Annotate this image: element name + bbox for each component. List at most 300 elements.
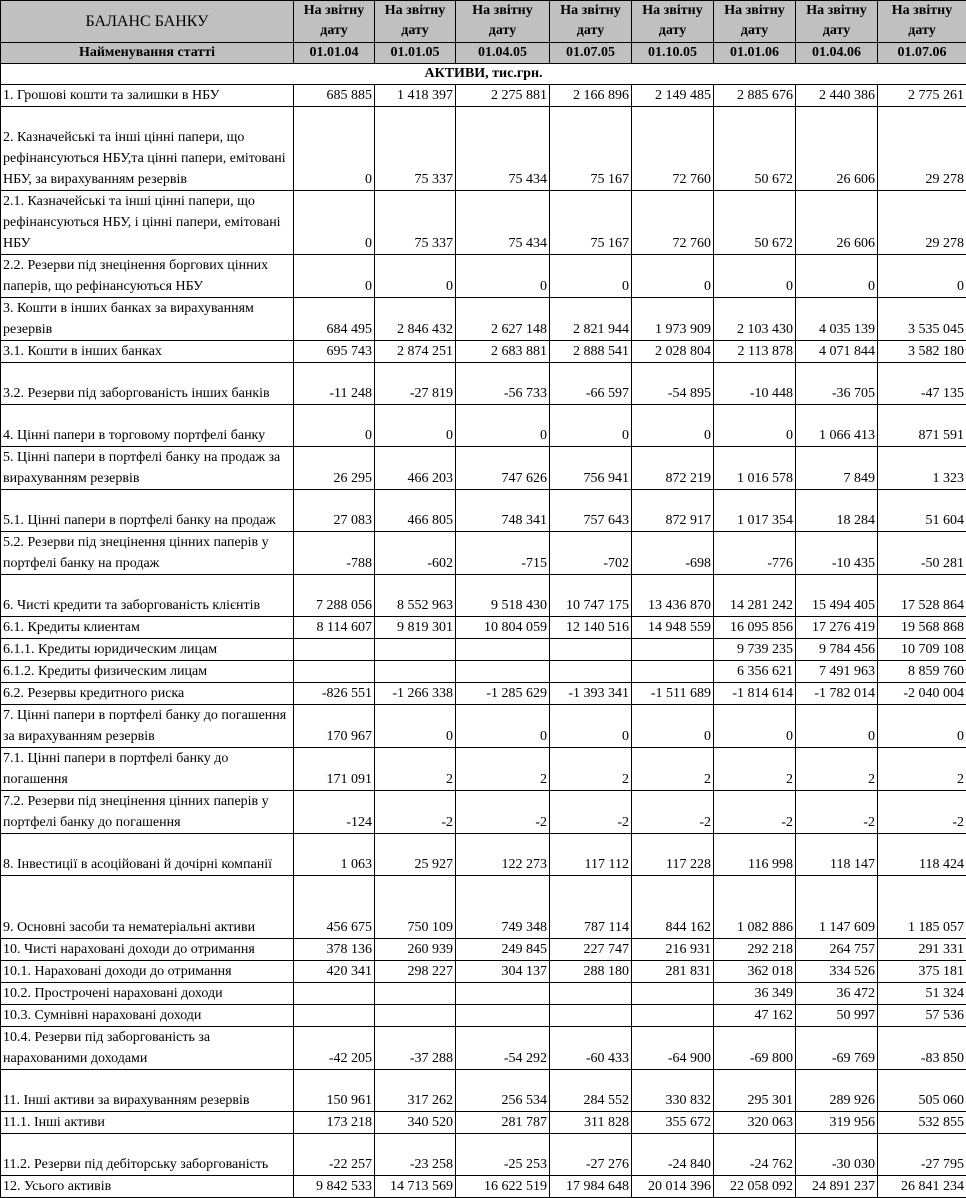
value-cell: 0 [796, 705, 878, 748]
table-row [1, 1070, 966, 1112]
value-cell: -56 733 [456, 363, 550, 405]
value-cell: -1 782 014 [796, 683, 878, 705]
value-cell: 456 675 [294, 876, 375, 939]
value-cell: 292 218 [714, 939, 796, 961]
value-cell: -2 [714, 791, 796, 834]
value-cell: 117 112 [550, 834, 632, 876]
table-row [1, 107, 966, 191]
row-label: 6.2. Резервы кредитного риска [1, 683, 294, 705]
value-cell: -602 [375, 532, 456, 575]
value-cell: 150 961 [294, 1070, 375, 1112]
value-cell: 1 147 609 [796, 876, 878, 939]
row-label: 10.2. Прострочені нараховані доходи [1, 983, 294, 1005]
value-cell: 1 017 354 [714, 490, 796, 532]
table-row [1, 705, 966, 748]
value-cell: 57 536 [878, 1005, 966, 1027]
col-header-date-label: На звітну дату [550, 1, 632, 43]
value-cell: 227 747 [550, 939, 632, 961]
value-cell: -24 762 [714, 1134, 796, 1176]
value-cell: 7 849 [796, 447, 878, 490]
value-cell: 0 [294, 107, 375, 191]
value-cell: 871 591 [878, 405, 966, 447]
value-cell: 118 147 [796, 834, 878, 876]
value-cell: 171 091 [294, 748, 375, 791]
value-cell: 2 821 944 [550, 298, 632, 341]
value-cell: 1 973 909 [632, 298, 714, 341]
value-cell: 249 845 [456, 939, 550, 961]
value-cell: 3 582 180 [878, 341, 966, 363]
value-cell: -54 292 [456, 1027, 550, 1070]
value-cell: -66 597 [550, 363, 632, 405]
value-cell: 289 926 [796, 1070, 878, 1112]
value-cell: 9 784 456 [796, 639, 878, 661]
value-cell: 0 [796, 255, 878, 298]
value-cell: 9 518 430 [456, 575, 550, 617]
col-header-date: 01.07.05 [550, 43, 632, 64]
row-label: 4. Цінні папери в торговому портфелі банку [1, 405, 294, 447]
value-cell: 47 162 [714, 1005, 796, 1027]
value-cell: 50 672 [714, 191, 796, 255]
value-cell: 330 832 [632, 1070, 714, 1112]
value-cell [632, 983, 714, 1005]
value-cell: 22 058 092 [714, 1176, 796, 1198]
value-cell: 2 874 251 [375, 341, 456, 363]
value-cell: -1 511 689 [632, 683, 714, 705]
row-label: 2. Казначейські та інші цінні папери, що рефінансуються НБУ,та цінні папери, емітовані НБУ, за вирахуванням резервів [1, 107, 294, 191]
header-row-dates [1, 43, 966, 64]
value-cell: -10 448 [714, 363, 796, 405]
value-cell: 19 568 868 [878, 617, 966, 639]
value-cell: 51 604 [878, 490, 966, 532]
value-cell: 0 [550, 255, 632, 298]
value-cell: 36 349 [714, 983, 796, 1005]
value-cell: 0 [714, 405, 796, 447]
value-cell: 872 917 [632, 490, 714, 532]
table-row [1, 341, 966, 363]
value-cell: 304 137 [456, 961, 550, 983]
value-cell: 0 [632, 705, 714, 748]
value-cell: 51 324 [878, 983, 966, 1005]
value-cell: -36 705 [796, 363, 878, 405]
value-cell: 334 526 [796, 961, 878, 983]
value-cell: 264 757 [796, 939, 878, 961]
value-cell: 75 167 [550, 107, 632, 191]
value-cell [550, 983, 632, 1005]
table-row [1, 1027, 966, 1070]
value-cell: 0 [456, 405, 550, 447]
value-cell: 27 083 [294, 490, 375, 532]
value-cell: 317 262 [375, 1070, 456, 1112]
value-cell: 75 167 [550, 191, 632, 255]
value-cell: 2 683 881 [456, 341, 550, 363]
value-cell: 4 071 844 [796, 341, 878, 363]
value-cell: 1 066 413 [796, 405, 878, 447]
col-header-date: 01.07.06 [878, 43, 966, 64]
value-cell: -2 [796, 791, 878, 834]
col-header-date-label: На звітну дату [375, 1, 456, 43]
value-cell: 2 846 432 [375, 298, 456, 341]
row-label: 10.1. Нараховані доходи до отримання [1, 961, 294, 983]
value-cell: 2 888 541 [550, 341, 632, 363]
value-cell [375, 983, 456, 1005]
value-cell: 0 [375, 255, 456, 298]
value-cell: 2 103 430 [714, 298, 796, 341]
value-cell: -698 [632, 532, 714, 575]
table-row [1, 1134, 966, 1176]
value-cell: -2 040 004 [878, 683, 966, 705]
value-cell: 9 819 301 [375, 617, 456, 639]
row-label: 11.2. Резерви під дебіторську заборгованість [1, 1134, 294, 1176]
value-cell: 0 [294, 405, 375, 447]
value-cell: 50 672 [714, 107, 796, 191]
table-row [1, 532, 966, 575]
table-row [1, 876, 966, 939]
table-row [1, 191, 966, 255]
value-cell: 9 842 533 [294, 1176, 375, 1198]
value-cell: 787 114 [550, 876, 632, 939]
header-row-top [1, 1, 966, 43]
value-cell: -2 [632, 791, 714, 834]
row-label: 9. Основні засоби та нематеріальні активи [1, 876, 294, 939]
value-cell: 26 295 [294, 447, 375, 490]
value-cell: 0 [878, 255, 966, 298]
value-cell: -60 433 [550, 1027, 632, 1070]
value-cell: 18 284 [796, 490, 878, 532]
value-cell: 260 939 [375, 939, 456, 961]
value-cell: -2 [456, 791, 550, 834]
table-row [1, 834, 966, 876]
value-cell: -2 [550, 791, 632, 834]
value-cell: 17 528 864 [878, 575, 966, 617]
row-label: 6.1. Кредиты клиентам [1, 617, 294, 639]
table-row [1, 961, 966, 983]
value-cell: -22 257 [294, 1134, 375, 1176]
value-cell: -1 285 629 [456, 683, 550, 705]
value-cell: 36 472 [796, 983, 878, 1005]
value-cell: 2 028 804 [632, 341, 714, 363]
value-cell: 2 627 148 [456, 298, 550, 341]
value-cell: -47 135 [878, 363, 966, 405]
table-row [1, 298, 966, 341]
value-cell: 1 185 057 [878, 876, 966, 939]
value-cell: 0 [375, 705, 456, 748]
value-cell: -124 [294, 791, 375, 834]
col-header-date-label: На звітну дату [456, 1, 550, 43]
table-row [1, 748, 966, 791]
value-cell: 16 622 519 [456, 1176, 550, 1198]
value-cell: 362 018 [714, 961, 796, 983]
value-cell: 2 275 881 [456, 85, 550, 107]
value-cell: 10 709 108 [878, 639, 966, 661]
value-cell: -788 [294, 532, 375, 575]
value-cell: 0 [632, 405, 714, 447]
value-cell: 122 273 [456, 834, 550, 876]
value-cell: -69 800 [714, 1027, 796, 1070]
col-header-date: 01.01.06 [714, 43, 796, 64]
value-cell: 3 535 045 [878, 298, 966, 341]
value-cell [456, 983, 550, 1005]
value-cell: 0 [294, 255, 375, 298]
table-row [1, 639, 966, 661]
value-cell: 25 927 [375, 834, 456, 876]
value-cell: 311 828 [550, 1112, 632, 1134]
value-cell: 748 341 [456, 490, 550, 532]
value-cell: 375 181 [878, 961, 966, 983]
row-label: 10.4. Резерви під заборгованість за нарахованими доходами [1, 1027, 294, 1070]
value-cell: 747 626 [456, 447, 550, 490]
value-cell: -702 [550, 532, 632, 575]
value-cell: 378 136 [294, 939, 375, 961]
table-row [1, 617, 966, 639]
value-cell [550, 661, 632, 683]
col-header-date-label: На звітну дату [714, 1, 796, 43]
row-label: 1. Грошові кошти та залишки в НБУ [1, 85, 294, 107]
value-cell: 12 140 516 [550, 617, 632, 639]
table-row [1, 85, 966, 107]
value-cell: 117 228 [632, 834, 714, 876]
row-label: 5.2. Резерви під знецінення цінних паперів у портфелі банку на продаж [1, 532, 294, 575]
value-cell: 170 967 [294, 705, 375, 748]
row-label: 6. Чисті кредити та заборгованість клієнтів [1, 575, 294, 617]
value-cell [456, 661, 550, 683]
value-cell: 14 281 242 [714, 575, 796, 617]
value-cell: 14 948 559 [632, 617, 714, 639]
value-cell [375, 661, 456, 683]
value-cell [456, 639, 550, 661]
row-label: 5.1. Цінні папери в портфелі банку на продаж [1, 490, 294, 532]
value-cell: -23 258 [375, 1134, 456, 1176]
value-cell: 26 606 [796, 191, 878, 255]
table-row [1, 490, 966, 532]
value-cell: 72 760 [632, 191, 714, 255]
col-header-date-label: На звітну дату [632, 1, 714, 43]
value-cell: 116 998 [714, 834, 796, 876]
value-cell: 8 552 963 [375, 575, 456, 617]
row-label: 7. Цінні папери в портфелі банку до погашення за вирахуванням резервів [1, 705, 294, 748]
table-row [1, 575, 966, 617]
value-cell [550, 639, 632, 661]
value-cell: 749 348 [456, 876, 550, 939]
value-cell: -776 [714, 532, 796, 575]
value-cell: -27 795 [878, 1134, 966, 1176]
value-cell: 684 495 [294, 298, 375, 341]
value-cell: 75 337 [375, 191, 456, 255]
value-cell: 319 956 [796, 1112, 878, 1134]
value-cell: 2 113 878 [714, 341, 796, 363]
item-name-header: Найменування статті [1, 43, 294, 64]
value-cell: 1 063 [294, 834, 375, 876]
value-cell: 13 436 870 [632, 575, 714, 617]
value-cell: 2 [456, 748, 550, 791]
value-cell: -50 281 [878, 532, 966, 575]
value-cell: -2 [878, 791, 966, 834]
row-label: 11.1. Інші активи [1, 1112, 294, 1134]
value-cell: 2 [878, 748, 966, 791]
value-cell: 281 787 [456, 1112, 550, 1134]
table-row [1, 983, 966, 1005]
value-cell: -54 895 [632, 363, 714, 405]
table-row [1, 791, 966, 834]
value-cell: -64 900 [632, 1027, 714, 1070]
row-label: 6.1.1. Кредиты юридическим лицам [1, 639, 294, 661]
value-cell: 16 095 856 [714, 617, 796, 639]
value-cell: 2 440 386 [796, 85, 878, 107]
value-cell: -37 288 [375, 1027, 456, 1070]
col-header-date-label: На звітну дату [294, 1, 375, 43]
value-cell: -27 819 [375, 363, 456, 405]
table-row [1, 363, 966, 405]
value-cell: 216 931 [632, 939, 714, 961]
value-cell [456, 1005, 550, 1027]
value-cell: 9 739 235 [714, 639, 796, 661]
value-cell: 295 301 [714, 1070, 796, 1112]
value-cell: 284 552 [550, 1070, 632, 1112]
row-label: 6.1.2. Кредиты физическим лицам [1, 661, 294, 683]
row-label: 10.3. Сумнівні нараховані доходи [1, 1005, 294, 1027]
value-cell: -69 769 [796, 1027, 878, 1070]
value-cell: 118 424 [878, 834, 966, 876]
value-cell: 24 891 237 [796, 1176, 878, 1198]
value-cell [294, 639, 375, 661]
value-cell: 2 [714, 748, 796, 791]
value-cell: 8 859 760 [878, 661, 966, 683]
value-cell: 0 [878, 705, 966, 748]
value-cell: 50 997 [796, 1005, 878, 1027]
value-cell [632, 639, 714, 661]
table-row [1, 661, 966, 683]
value-cell: 466 805 [375, 490, 456, 532]
value-cell: 17 984 648 [550, 1176, 632, 1198]
section-row [1, 64, 966, 85]
value-cell: 75 434 [456, 107, 550, 191]
value-cell: -25 253 [456, 1134, 550, 1176]
value-cell: -2 [375, 791, 456, 834]
table-title: БАЛАНС БАНКУ [1, 1, 294, 43]
table-row [1, 683, 966, 705]
row-label: 7.1. Цінні папери в портфелі банку до погашення [1, 748, 294, 791]
value-cell: 0 [714, 255, 796, 298]
row-label: 5. Цінні папери в портфелі банку на продаж за вирахуванням резервів [1, 447, 294, 490]
value-cell: 291 331 [878, 939, 966, 961]
row-label: 3.1. Кошти в інших банках [1, 341, 294, 363]
col-header-date: 01.01.04 [294, 43, 375, 64]
value-cell [550, 1005, 632, 1027]
table-row [1, 255, 966, 298]
value-cell [294, 983, 375, 1005]
table-row [1, 405, 966, 447]
value-cell: 298 227 [375, 961, 456, 983]
value-cell: 29 278 [878, 191, 966, 255]
table-row [1, 1176, 966, 1198]
value-cell: 75 434 [456, 191, 550, 255]
value-cell: 8 114 607 [294, 617, 375, 639]
value-cell: -83 850 [878, 1027, 966, 1070]
value-cell: 0 [375, 405, 456, 447]
value-cell: 2 885 676 [714, 85, 796, 107]
value-cell: -1 266 338 [375, 683, 456, 705]
value-cell: -27 276 [550, 1134, 632, 1176]
row-label: 3.2. Резерви під заборгованість інших банків [1, 363, 294, 405]
col-header-date: 01.10.05 [632, 43, 714, 64]
section-title: АКТИВИ, тис.грн. [1, 64, 966, 85]
value-cell: 75 337 [375, 107, 456, 191]
value-cell: 505 060 [878, 1070, 966, 1112]
col-header-date-label: На звітну дату [796, 1, 878, 43]
value-cell: 0 [550, 405, 632, 447]
col-header-date-label: На звітну дату [878, 1, 966, 43]
value-cell: -24 840 [632, 1134, 714, 1176]
value-cell: 2 166 896 [550, 85, 632, 107]
value-cell: 14 713 569 [375, 1176, 456, 1198]
value-cell: 1 418 397 [375, 85, 456, 107]
value-cell: 2 149 485 [632, 85, 714, 107]
value-cell: 0 [550, 705, 632, 748]
table-row [1, 1112, 966, 1134]
row-label: 2.2. Резерви під знецінення боргових цінних паперів, що рефінансуються НБУ [1, 255, 294, 298]
value-cell: 26 841 234 [878, 1176, 966, 1198]
value-cell: 0 [456, 705, 550, 748]
value-cell: 320 063 [714, 1112, 796, 1134]
value-cell: -11 248 [294, 363, 375, 405]
col-header-date: 01.04.05 [456, 43, 550, 64]
table-row [1, 939, 966, 961]
col-header-date: 01.04.06 [796, 43, 878, 64]
row-label: 7.2. Резерви під знецінення цінних паперів у портфелі банку до погашення [1, 791, 294, 834]
value-cell: 15 494 405 [796, 575, 878, 617]
value-cell [632, 1005, 714, 1027]
value-cell: 0 [632, 255, 714, 298]
value-cell: 10 747 175 [550, 575, 632, 617]
value-cell: 2 [375, 748, 456, 791]
value-cell: 2 775 261 [878, 85, 966, 107]
value-cell: 2 [550, 748, 632, 791]
value-cell: 4 035 139 [796, 298, 878, 341]
value-cell: -1 393 341 [550, 683, 632, 705]
value-cell: 532 855 [878, 1112, 966, 1134]
value-cell: 695 743 [294, 341, 375, 363]
value-cell: -30 030 [796, 1134, 878, 1176]
value-cell: 20 014 396 [632, 1176, 714, 1198]
value-cell: 6 356 621 [714, 661, 796, 683]
value-cell: -1 814 614 [714, 683, 796, 705]
value-cell: 2 [796, 748, 878, 791]
value-cell: 340 520 [375, 1112, 456, 1134]
value-cell: 29 278 [878, 107, 966, 191]
row-label: 12. Усього активів [1, 1176, 294, 1198]
row-label: 10. Чисті нараховані доходи до отримання [1, 939, 294, 961]
value-cell: 466 203 [375, 447, 456, 490]
value-cell: 7 491 963 [796, 661, 878, 683]
value-cell: -42 205 [294, 1027, 375, 1070]
value-cell: 1 323 [878, 447, 966, 490]
value-cell: 281 831 [632, 961, 714, 983]
value-cell: 72 760 [632, 107, 714, 191]
value-cell: -715 [456, 532, 550, 575]
col-header-date: 01.01.05 [375, 43, 456, 64]
value-cell: -10 435 [796, 532, 878, 575]
value-cell: 872 219 [632, 447, 714, 490]
value-cell: 0 [714, 705, 796, 748]
row-label: 8. Інвестиції в асоційовані й дочірні компанії [1, 834, 294, 876]
value-cell: 288 180 [550, 961, 632, 983]
value-cell: 1 082 886 [714, 876, 796, 939]
value-cell: 420 341 [294, 961, 375, 983]
value-cell: 1 016 578 [714, 447, 796, 490]
value-cell: 256 534 [456, 1070, 550, 1112]
value-cell: 355 672 [632, 1112, 714, 1134]
value-cell: 0 [456, 255, 550, 298]
value-cell: 26 606 [796, 107, 878, 191]
